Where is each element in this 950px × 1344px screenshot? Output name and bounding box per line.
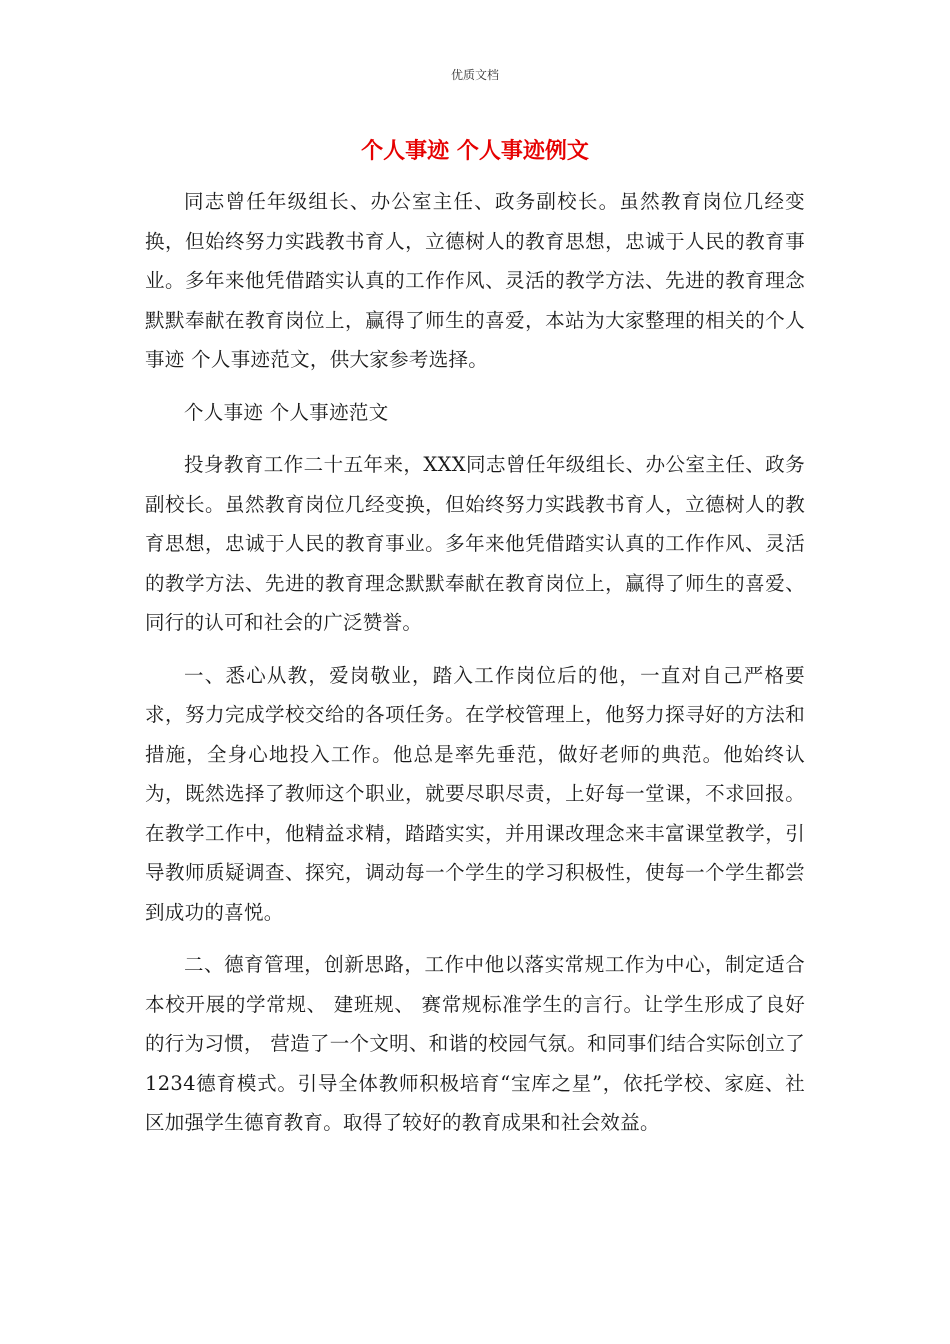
- paragraph-intro: 同志曾任年级组长、办公室主任、政务副校长。虽然教育岗位几经变换，但始终努力实践教书育人，立德树人的教育思想，忠诚于人民的教育事业。多年来他凭借踏实认真的工作作风、灵活的教学方法、先进的教育理念默默奉献在教育岗位上，赢得了师生的喜爱，本站为大家整理的相关的个人事迹 个人事迹范文，供大家参考选择。: [145, 190, 805, 371]
- page-header: 优质文档: [450, 68, 499, 82]
- paragraph-point-one: 一、悉心从教，爱岗敬业，踏入工作岗位后的他，一直对自己严格要求，努力完成学校交给的各项任务。在学校管理上，他努力探寻好的方法和措施，全身心地投入工作。他总是率先垂范，做好老师的典范。他始终认为，既然选择了教师这个职业，就要尽职尽责，上好每一堂课，不求回报。在教学工作中，他精益求精，踏踏实实，并用课改理念来丰富课堂教学，引导教师质疑调查、探究，调动每一个学生的学习积极性，使每一个学生都尝到成功的喜悦。: [145, 663, 805, 924]
- paragraph-point-two: 二、德育管理，创新思路，工作中他以落实常规工作为中心，制定适合本校开展的学常规、 建班规、 赛常规标准学生的言行。让学生形成了良好的行为习惯， 营造了一个文明、和谐的校园气氛。和同事们结合实际创立了1234德育模式。引导全体教师积极培育“宝库之星”，依托学校、家庭、社区加强学生德育教育。取得了较好的教育成果和社会效益。: [145, 953, 805, 1134]
- document-body: [145, 182, 805, 1156]
- paragraph-overview: 投身教育工作二十五年来，XXX同志曾任年级组长、办公室主任、政务副校长。虽然教育岗位几经变换，但始终努力实践教书育人，立德树人的教育思想，忠诚于人民的教育事业。多年来他凭借踏实认真的工作作风、灵活的教学方法、先进的教育理念默默奉献在教育岗位上，赢得了师生的喜爱、 同行的认可和社会的广泛赞誉。: [145, 453, 805, 634]
- section-subtitle: 个人事迹 个人事迹范文: [184, 400, 389, 424]
- document-title: 个人事迹 个人事迹例文: [361, 139, 589, 164]
